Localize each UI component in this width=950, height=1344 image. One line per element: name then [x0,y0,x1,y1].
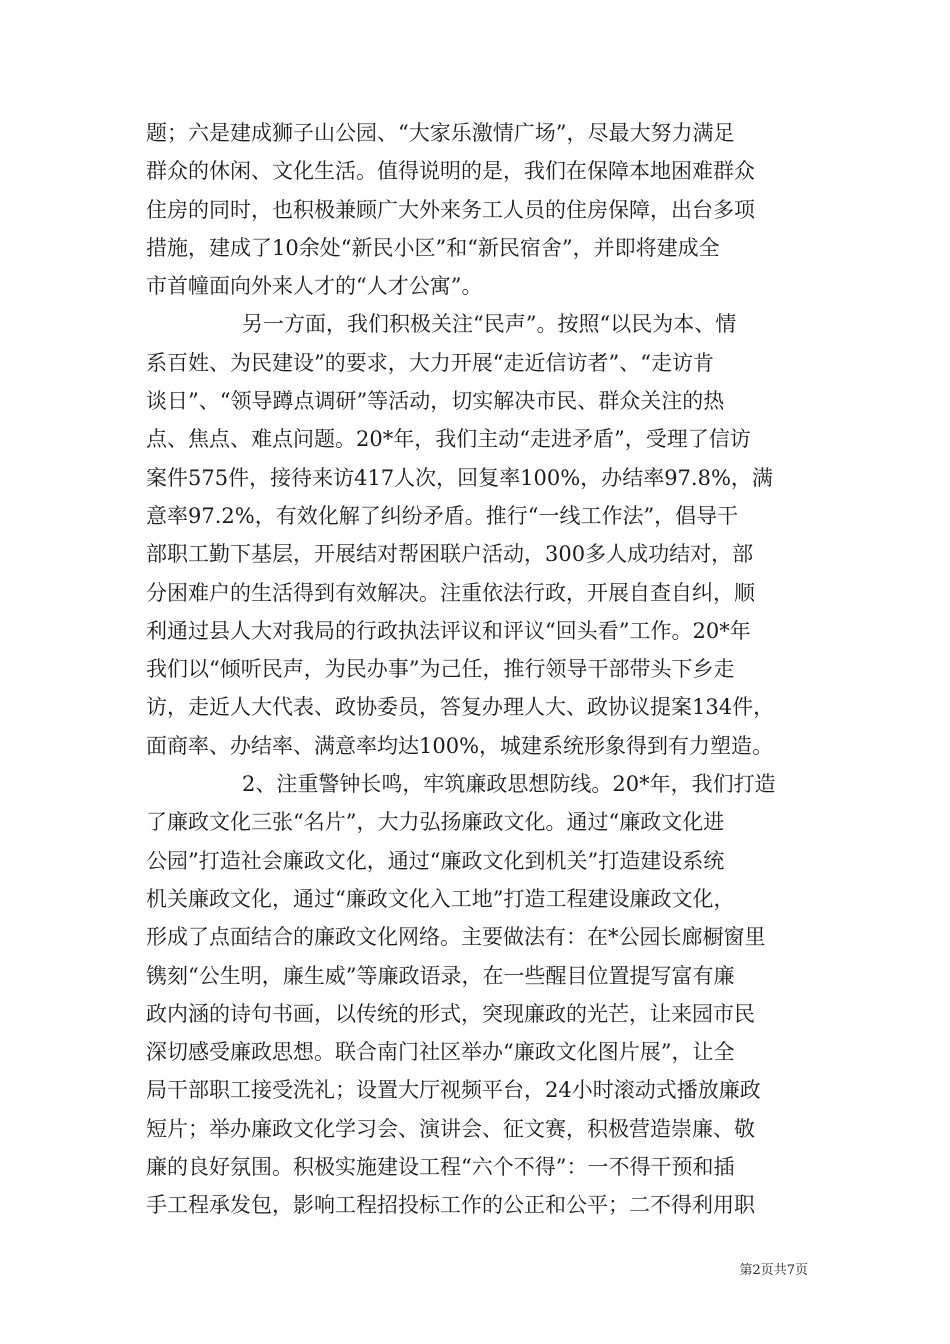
text-line: 题；六是建成狮子山公园、“大家乐激情广场”，尽最大努力满足 [146,121,735,145]
text-line: 住房的同时，也积极兼顾广大外来务工人员的住房保障，出台多项 [146,197,755,222]
text-line: 意率97.2%，有效化解了纠纷矛盾。推行“一线工作法”，倡导干 [146,503,739,528]
text-line: 市首幢面向外来人才的“人才公寓”。 [146,274,483,299]
text-line: 形成了点面结合的廉政文化网络。主要做法有：在*公园长廊橱窗里 [146,925,766,950]
text-line: 深切感受廉政思想。联合南门社区举办“廉政文化图片展”，让全 [146,1040,735,1065]
paragraph-start-line: 2、注重警钟长鸣，牢筑廉政思想防线。20*年，我们打造 [242,772,776,797]
paragraph-start-line: 另一方面，我们积极关注“民声”。按照“以民为本、情 [242,312,737,337]
document-body [146,114,822,1225]
text-line: 局干部职工接受洗礼；设置大厅视频平台，24小时滚动式播放廉政 [146,1078,761,1103]
text-line: 公园”打造社会廉政文化，通过“廉政文化到机关”打造建设系统 [146,848,725,873]
text-line: 措施，建成了10余处“新民小区”和“新民宿舍”，并即将建成全 [146,235,720,260]
text-line: 系百姓、为民建设”的要求，大力开展“走近信访者”、“走访肯 [146,350,714,375]
text-line: 案件575件，接待来访417人次，回复率100%，办结率97.8%，满 [146,465,773,490]
text-line: 谈日”、“领导蹲点调研”等活动，切实解决市民、群众关注的热 [146,389,725,414]
text-line: 了廉政文化三张“名片”，大力弘扬廉政文化。通过“廉政文化进 [146,810,725,835]
text-line: 镌刻“公生明，廉生威”等廉政语录，在一些醒目位置提写富有廉 [146,963,735,988]
text-line: 政内涵的诗句书画，以传统的形式，突现廉政的光芒，让来园市民 [146,1001,755,1026]
text-line: 我们以“倾听民声，为民办事”为己任，推行领导干部带头下乡走 [146,657,735,682]
text-line: 短片；举办廉政文化学习会、演讲会、征文赛，积极营造崇廉、敬 [146,1116,755,1141]
text-line: 面商率、办结率、满意率均达100%，城建系统形象得到有力塑造。 [146,733,774,758]
text-line: 机关廉政文化，通过“廉政文化入工地”打造工程建设廉政文化， [146,886,735,911]
text-line: 部职工勤下基层，开展结对帮困联户活动，300多人成功结对，部 [146,542,754,567]
text-line: 分困难户的生活得到有效解决。注重依法行政，开展自查自纠，顺 [146,580,755,605]
text-line: 廉的良好氛围。积极实施建设工程“六个不得”：一不得干预和插 [146,1155,735,1180]
text-line: 群众的休闲、文化生活。值得说明的是，我们在保障本地困难群众 [146,159,755,184]
page-number: 第2页共7页 [739,1263,808,1278]
text-line: 点、焦点、难点问题。20*年，我们主动“走进矛盾”，受理了信访 [146,427,751,452]
text-line: 访，走近人大代表、政协委员，答复办理人大、政协议提案134件， [146,695,775,720]
text-line: 利通过县人大对我局的行政执法评议和评议“回头看”工作。20*年 [146,618,751,643]
text-line: 手工程承发包，影响工程招投标工作的公正和公平；二不得利用职 [146,1193,755,1218]
